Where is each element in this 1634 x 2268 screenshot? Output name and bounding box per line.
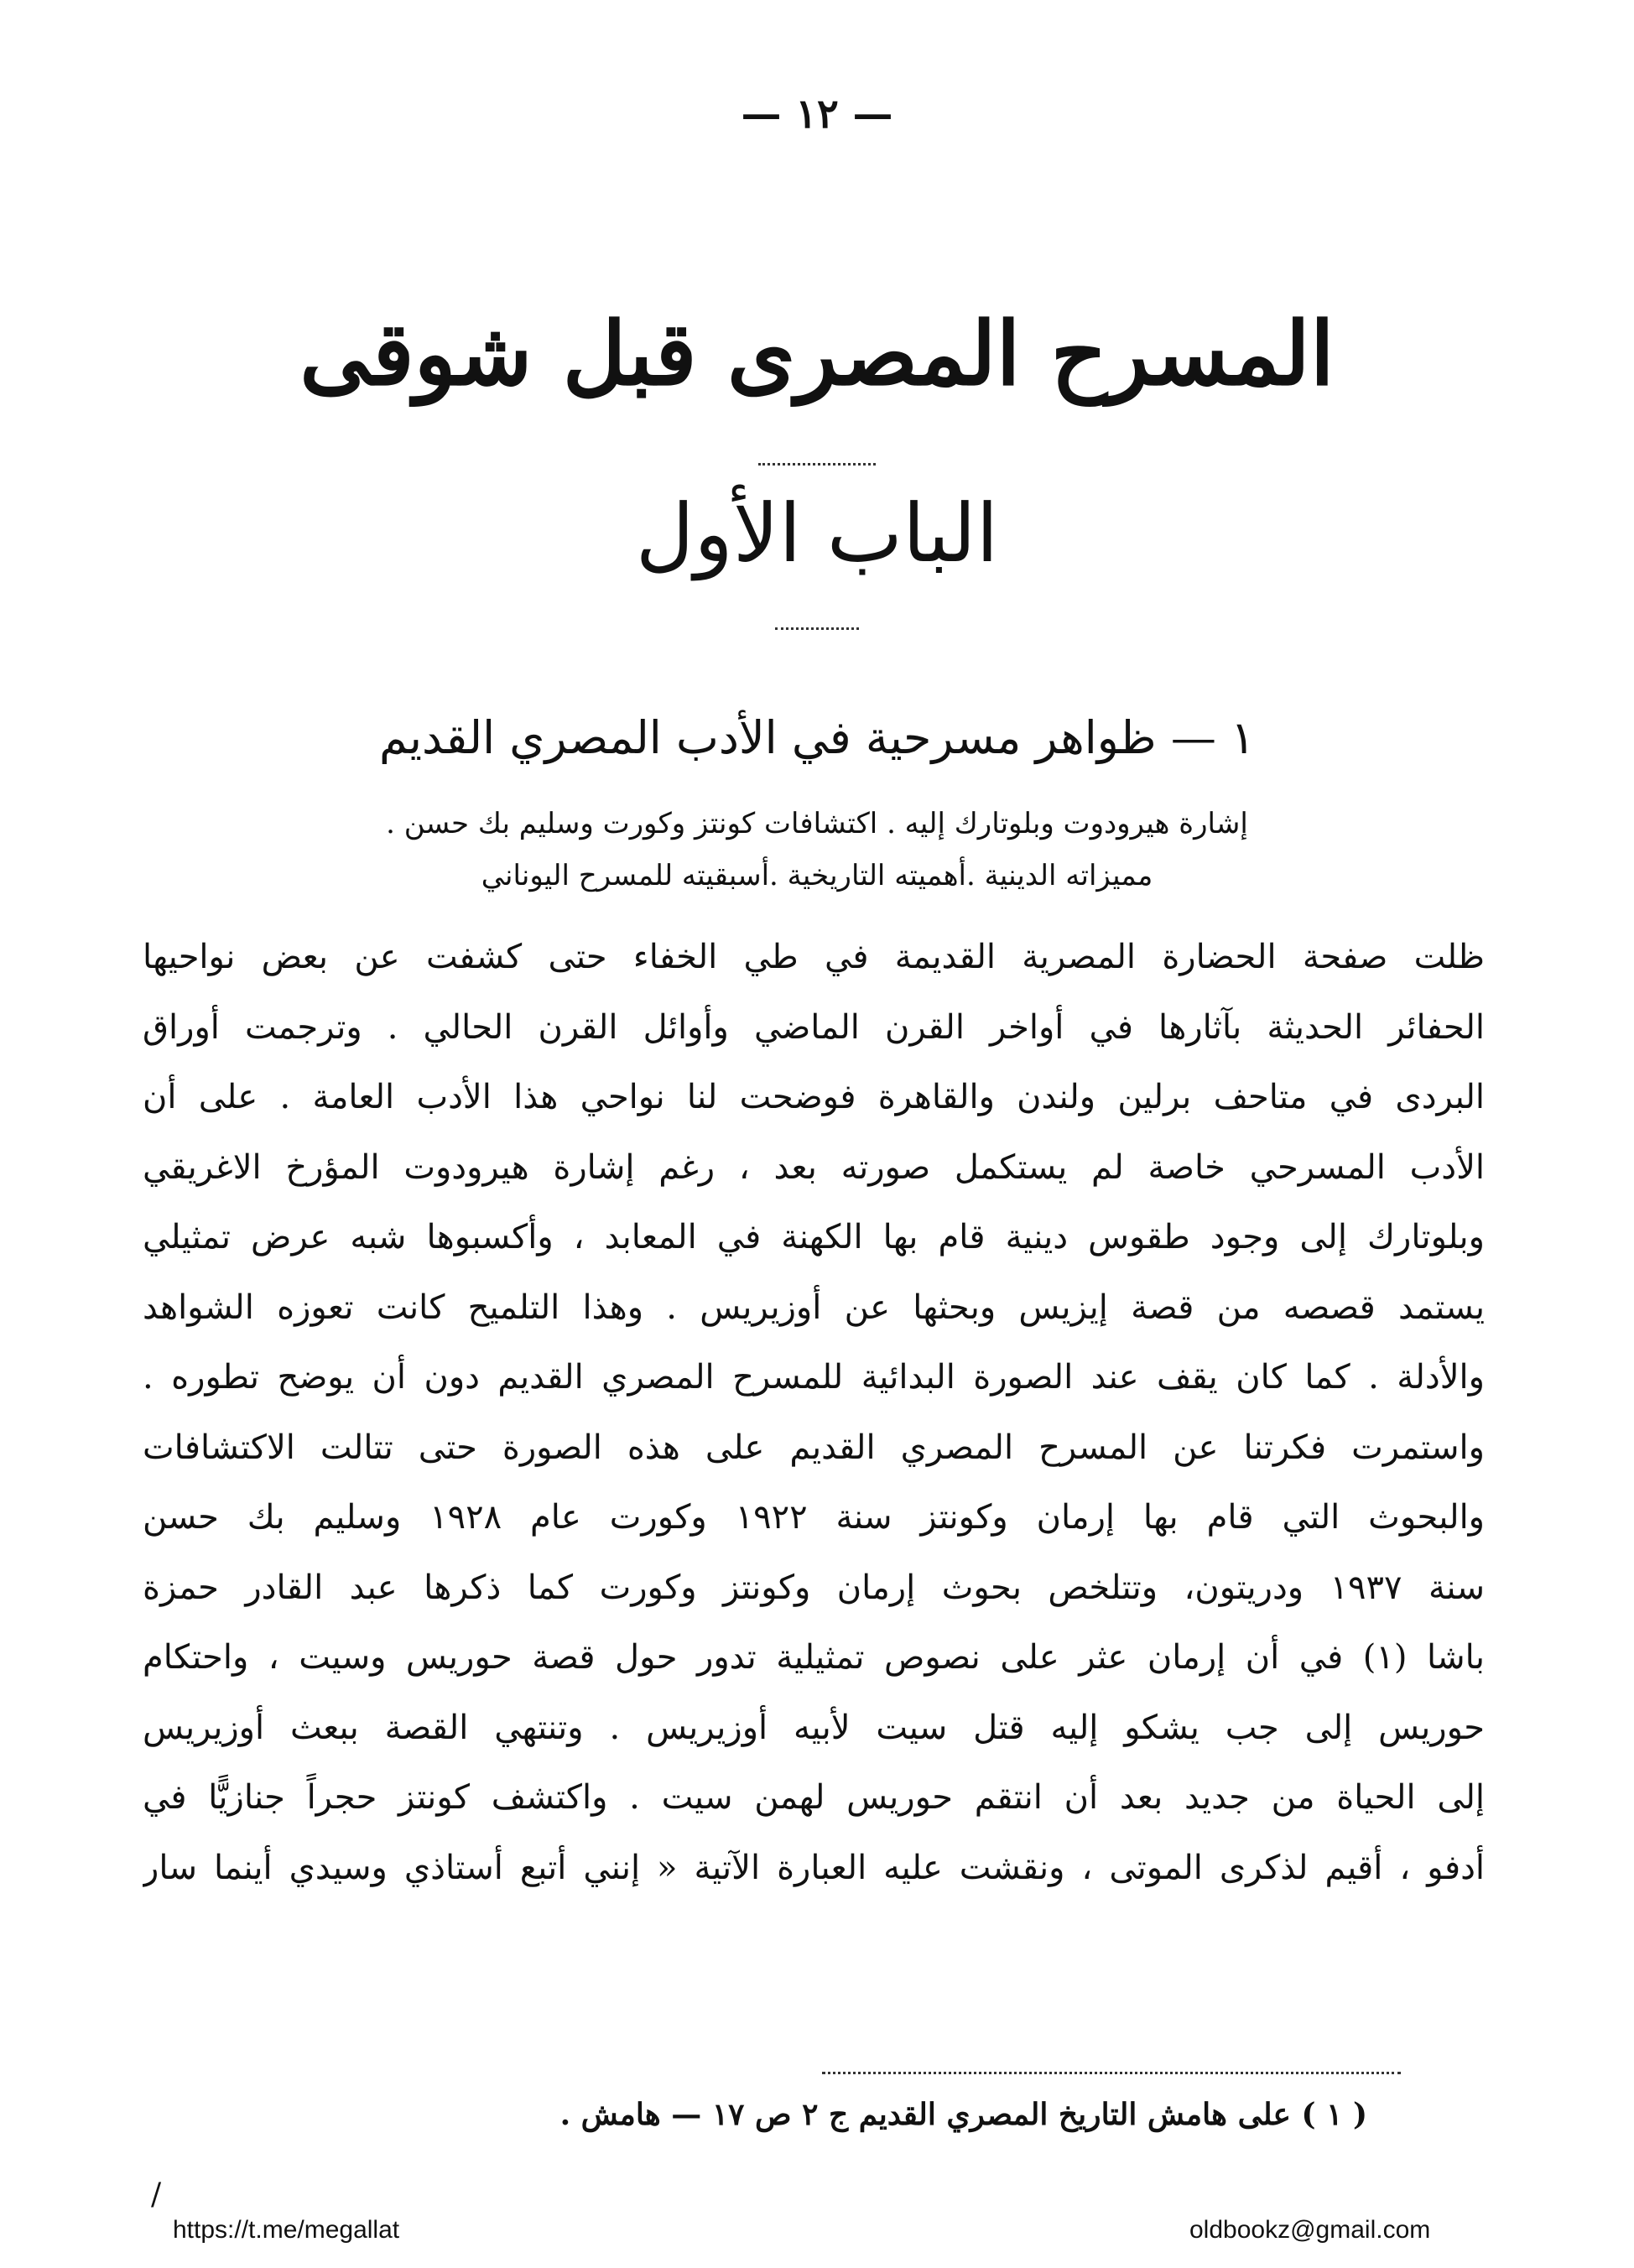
body-line: سنة ١٩٣٧ ودريتون، وتتلخص بحوث إرمان وكونتز وكورت كما ذكرها عبد القادر حمزة [143, 1568, 1485, 1607]
footnote: ( ١ ) على هامش التاريخ المصري القديم ج ٢ ص ١٧ — هامش . [559, 2097, 1367, 2132]
body-text [143, 923, 1485, 1903]
chapter-title: الباب الأول [635, 486, 999, 580]
body-line: والأدلة . كما كان يقف عند الصورة البدائية للمسرح المصري القديم دون أن يوضح تطوره . [143, 1358, 1485, 1397]
body-line: الأدب المسرحي خاصة لم يستكمل صورته بعد ، رغم إشارة هيرودوت المؤرخ الاغريقي [143, 1147, 1485, 1187]
body-line: إلى الحياة من جديد بعد أن انتقم حوريس لهمن سيت . واكتشف كونتز حجراً جنازيًّا في [143, 1778, 1485, 1817]
body-line: ظلت صفحة الحضارة المصرية القديمة في طي الخفاء حتى كشفت عن بعض نواحيها [143, 938, 1485, 976]
body-line: وبلوتارك إلى وجود طقوس دينية قام بها الكهنة في المعابد ، وأكسبوها شبه عرض تمثيلي [143, 1218, 1485, 1256]
body-line: واستمرت فكرتنا عن المسرح المصري القديم على هذه الصورة حتى تتالت الاكتشافات [143, 1428, 1485, 1467]
body-line: باشا (١) في أن إرمان عثر على نصوص تمثيلية تدور حول قصة حوريس وسيت ، واحتكام [143, 1638, 1485, 1677]
page-number: — ١٢ — [741, 91, 893, 138]
body-line: أدفو ، أقيم لذكرى الموتى ، ونقشت عليه العبارة الآتية « إنني أتبع أستاذي وسيدي أينما سار [143, 1848, 1485, 1887]
section-summary-line-2: مميزاته الدينية .أهميته التاريخية .أسبقيته للمسرح اليوناني [481, 859, 1153, 892]
stray-mark: / [151, 2177, 162, 2212]
title-divider [758, 463, 876, 466]
main-title: المسرح المصرى قبل شوقى [299, 302, 1335, 405]
body-line: البردى في متاحف برلين ولندن والقاهرة فوضحت لنا نواحي هذا الأدب العامة . على أن [143, 1078, 1485, 1116]
footer-email[interactable]: oldbookz@gmail.com [1189, 2216, 1431, 2244]
body-line: حوريس إلى جب يشكو إليه قتل سيت لأبيه أوزيريس . وتنتهي القصة ببعث أوزيريس [143, 1708, 1485, 1747]
footer-link[interactable]: https://t.me/megallat [173, 2216, 400, 2244]
body-line: الحفائر الحديثة بآثارها في أواخر القرن الماضي وأوائل القرن الحالي . وترجمت أوراق [143, 1007, 1485, 1047]
body-line: والبحوث التي قام بها إرمان وكونتز سنة ١٩٢٢ وكورت عام ١٩٢٨ وسليم بك حسن [143, 1498, 1485, 1537]
body-line: يستمد قصصه من قصة إيزيس وبحثها عن أوزيريس . وهذا التلميح كانت تعوزه الشواهد [143, 1287, 1485, 1327]
section-heading: ١ — ظواهر مسرحية في الأدب المصري القديم [379, 711, 1255, 764]
footnote-rule [822, 2072, 1401, 2074]
section-summary-line-1: إشارة هيرودوت وبلوتارك إليه . اكتشافات كونتز وكورت وسليم بك حسن . [386, 807, 1248, 840]
chapter-divider [775, 627, 859, 630]
